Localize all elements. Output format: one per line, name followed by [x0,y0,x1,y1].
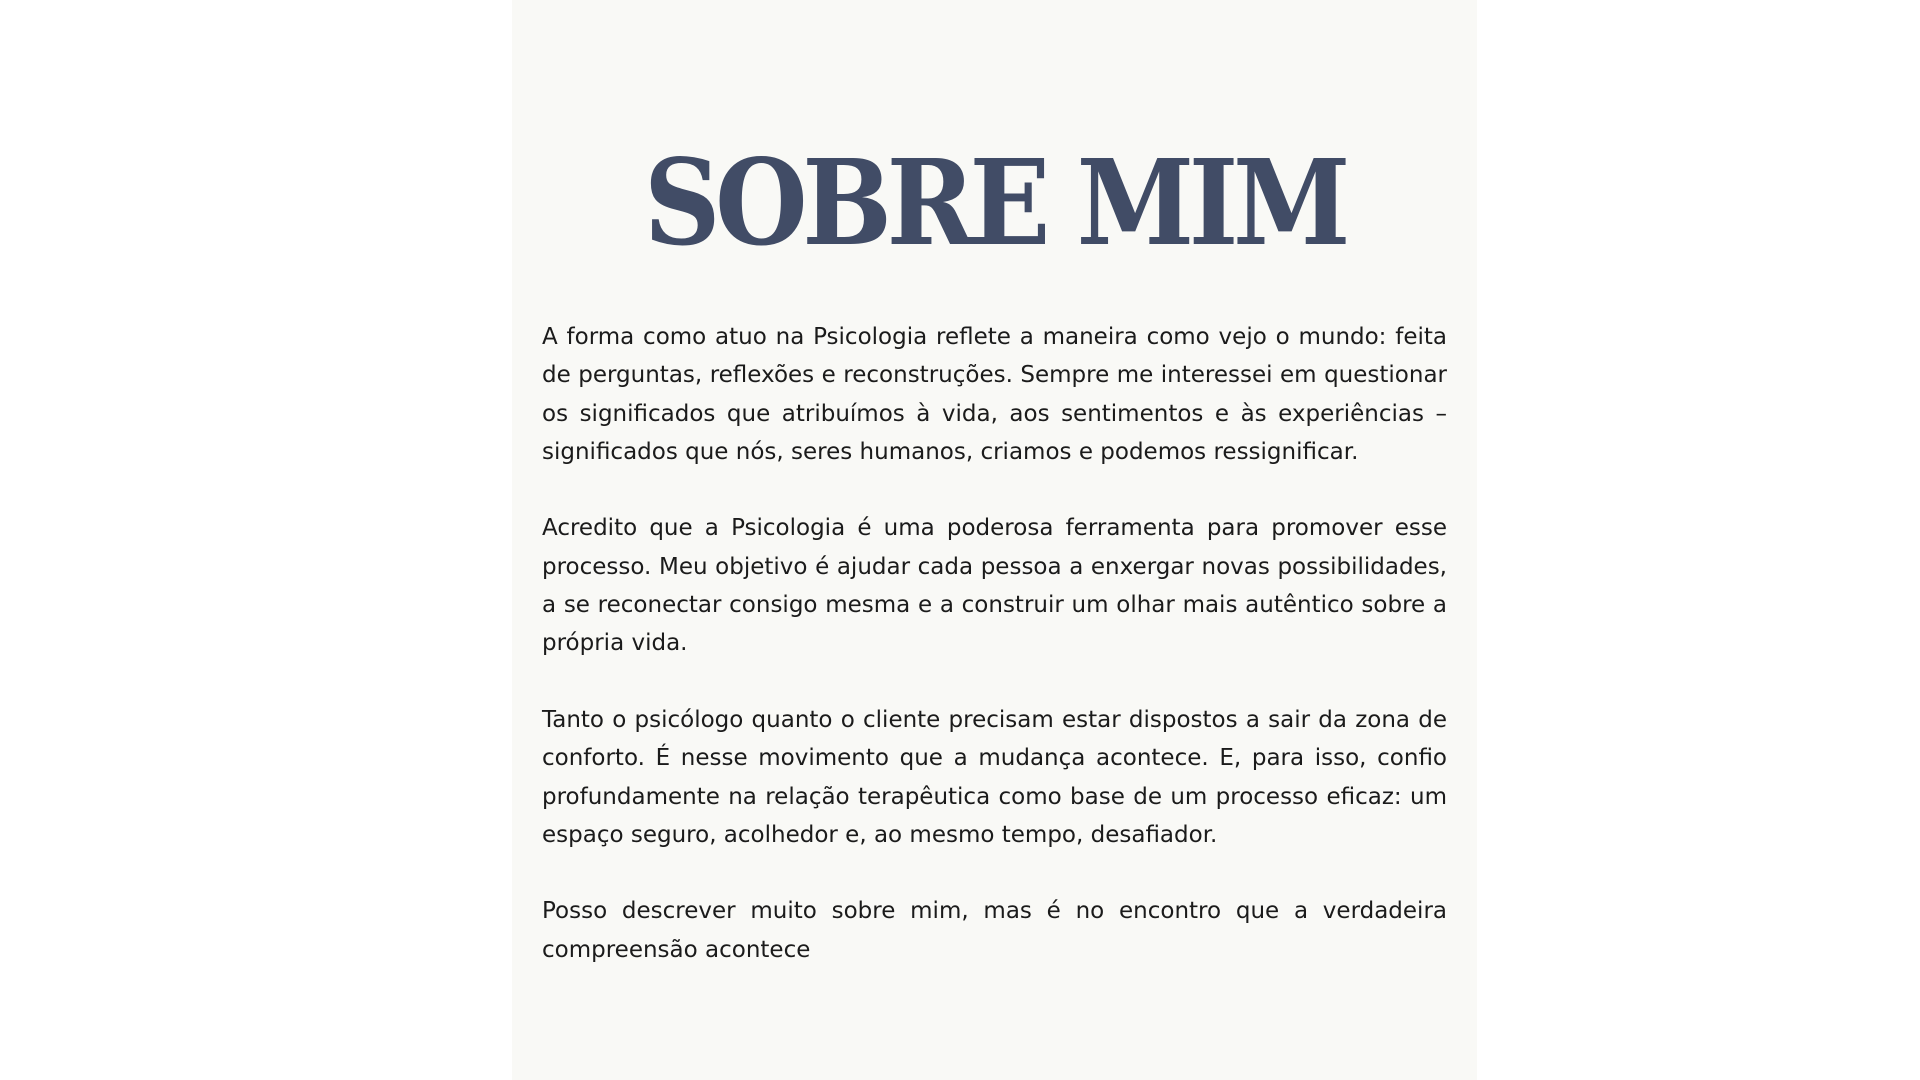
page-title: SOBRE MIM [643,133,1346,272]
about-text [542,318,1447,969]
paragraph-4: Posso descrever muito sobre mim, mas é no encontro que a verdadeira compreensão acontece [542,898,1447,963]
about-page [512,0,1477,1080]
paragraph-2: Acredito que a Psicologia é uma poderosa ferramenta para promover esse processo. Meu objetivo é ajudar cada pessoa a enxergar novas possibilidades, a se reconectar consigo mesma e a construir um olhar mais autêntico sobre a própria vida. [542,515,1447,657]
paragraph-3: Tanto o psicólogo quanto o cliente precisam estar dispostos a sair da zona de conforto. É nesse movimento que a mudança acontece. E, para isso, confio profundamente na relação terapêutica como base de um processo eficaz: um espaço seguro, acolhedor e, ao mesmo tempo, desafiador. [542,706,1447,848]
paragraph-1: A forma como atuo na Psicologia reflete a maneira como vejo o mundo: feita de perguntas, reflexões e reconstruções. Sempre me interessei em questionar os significados que atribuímos à vida, aos sentimentos e às experiências – significados que nós, seres humanos, criamos e podemos ressignificar. [542,324,1447,465]
